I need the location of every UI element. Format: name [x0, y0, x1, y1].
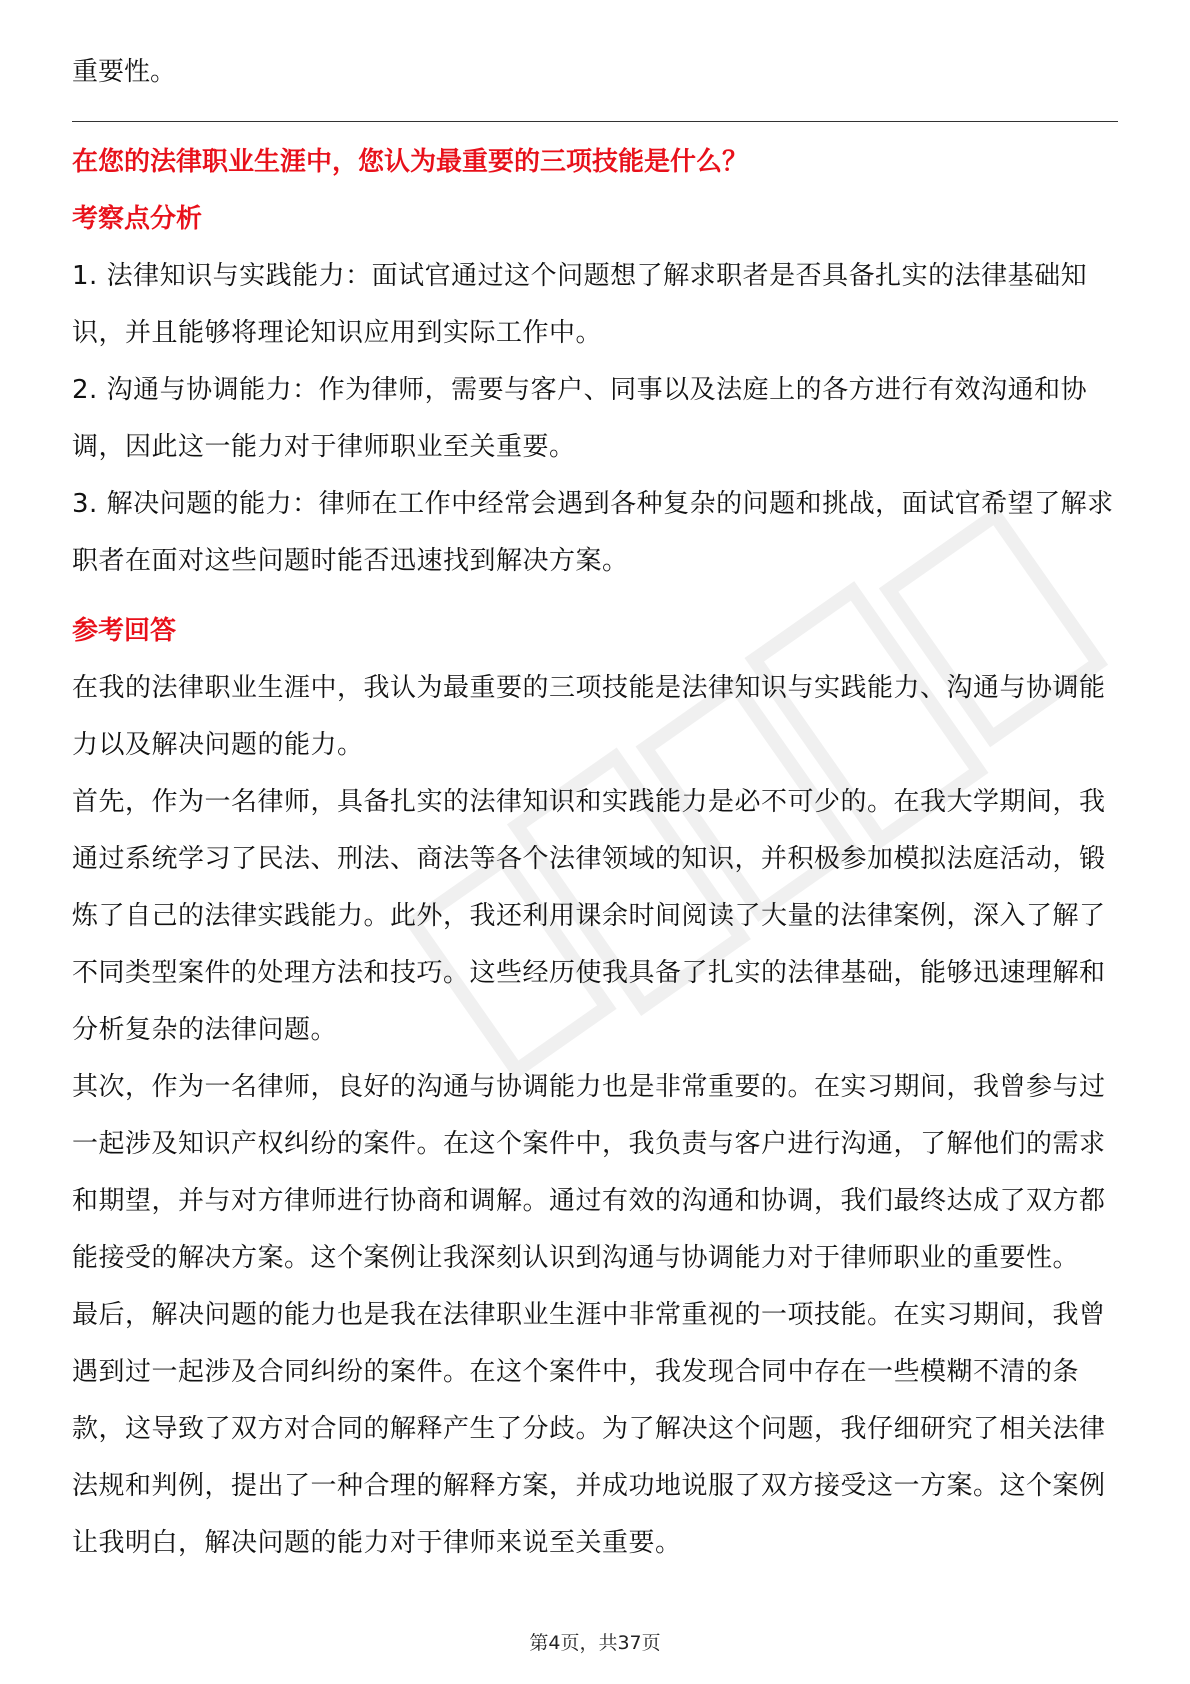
answer-paragraph: 最后，解决问题的能力也是我在法律职业生涯中非常重视的一项技能。在实习期间，我曾遇到过一起涉及合同纠纷的案件。在这个案件中，我发现合同中存在一些模糊不清的条款，这导致了双方对合同的解释产生了分歧。为了解决这个问题，我仔细研究了相关法律法规和判例，提出了一种合理的解释方案，并成功地说服了双方接受这一方案。这个案例让我明白，解决问题的能力对于律师来说至关重要。: [72, 1300, 1106, 1558]
answer-section: [72, 603, 1118, 1572]
analysis-point: 1. 法律知识与实践能力：面试官通过这个问题想了解求职者是否具备扎实的法律基础知识，并且能够将理论知识应用到实际工作中。: [72, 261, 1088, 348]
page-number: 第4页，共37页: [529, 1632, 661, 1654]
divider: [72, 121, 1118, 122]
answer-paragraph: 在我的法律职业生涯中，我认为最重要的三项技能是法律知识与实践能力、沟通与协调能力以及解决问题的能力。: [72, 673, 1106, 760]
analysis-point: 2. 沟通与协调能力：作为律师，需要与客户、同事以及法庭上的各方进行有效沟通和协调，因此这一能力对于律师职业至关重要。: [72, 375, 1088, 462]
question-heading: 在您的法律职业生涯中，您认为最重要的三项技能是什么？: [72, 147, 749, 177]
answer-paragraph: 其次，作为一名律师，良好的沟通与协调能力也是非常重要的。在实习期间，我曾参与过一起涉及知识产权纠纷的案件。在这个案件中，我负责与客户进行沟通，了解他们的需求和期望，并与对方律师进行协商和调解。通过有效的沟通和协调，我们最终达成了双方都能接受的解决方案。这个案例让我深刻认识到沟通与协调能力对于律师职业的重要性。: [72, 1072, 1106, 1273]
analysis-heading: 考察点分析: [72, 204, 203, 234]
top-fragment: 重要性。: [72, 57, 177, 87]
analysis-section: [72, 191, 1118, 590]
answer-paragraph: 首先，作为一名律师，具备扎实的法律知识和实践能力是必不可少的。在我大学期间，我通过系统学习了民法、刑法、商法等各个法律领域的知识，并积极参加模拟法庭活动，锻炼了自己的法律实践能力。此外，我还利用课余时间阅读了大量的法律案例，深入了解了不同类型案件的处理方法和技巧。这些经历使我具备了扎实的法律基础，能够迅速理解和分析复杂的法律问题。: [72, 787, 1106, 1045]
answer-heading: 参考回答: [72, 616, 177, 646]
analysis-point: 3. 解决问题的能力：律师在工作中经常会遇到各种复杂的问题和挑战，面试官希望了解求职者在面对这些问题时能否迅速找到解决方案。: [72, 489, 1114, 576]
